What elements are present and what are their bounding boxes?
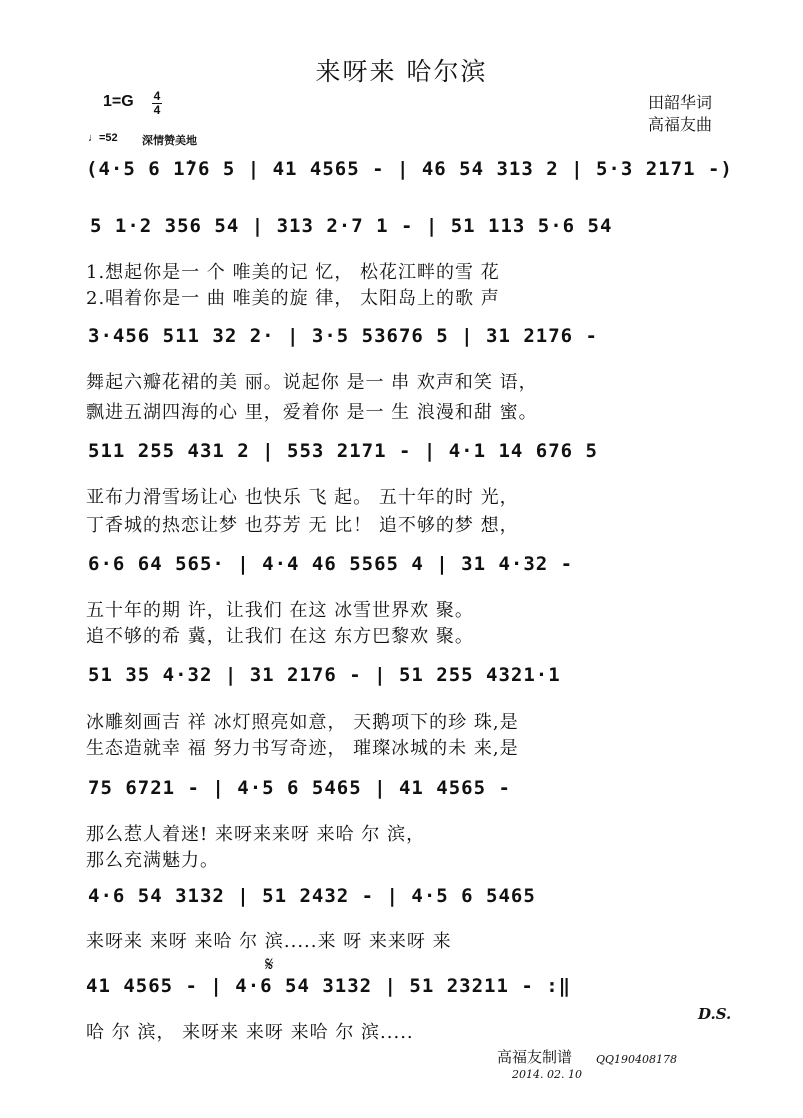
system-3-lyric-2: 飘进五湖四海的心 里，爱着你 是一 生 浪漫和甜 蜜。 — [86, 402, 538, 423]
meter-top: 4 — [153, 89, 161, 103]
system-6-lyric-2: 生态造就幸 福 努力书写奇迹， 璀璨冰城的未 来,是 — [86, 738, 519, 759]
meter-bottom: 4 — [153, 103, 161, 117]
tempo-mark: ♩=52 — [88, 132, 118, 144]
system-9-notes: 41 4565 - | 4·6 54 3132 | 51 23211 - :‖ — [86, 975, 572, 997]
system-5-lyric-1: 五十年的期 许，让我们 在这 冰雪世界欢 聚。 — [86, 600, 474, 621]
expression-mark: 深情赞美地 — [142, 135, 197, 147]
lyricist-credit: 田韶华词 — [648, 93, 713, 112]
system-4-lyric-2: 丁香城的热恋让梦 也芬芳 无 比！ 追不够的梦 想， — [86, 515, 519, 536]
composer-credit: 高福友曲 — [648, 115, 713, 134]
system-4-lyric-1: 亚布力滑雪场让心 也快乐 飞 起。 五十年的时 光， — [86, 487, 519, 508]
qq-contact: QQ190408178 — [596, 1053, 678, 1066]
key-signature: 1=G — [103, 93, 134, 110]
song-title: 来呀来 哈尔滨 — [315, 57, 488, 86]
arrangement-date: 2014. 02. 10 — [512, 1068, 582, 1081]
system-2-lyric-1: 1.想起你是一 个 唯美的记 忆， 松花江畔的雪 花 — [86, 262, 500, 283]
system-2-lyric-2: 2.唱着你是一 曲 唯美的旋 律， 太阳岛上的歌 声 — [86, 288, 500, 309]
system-2-notes: 5 1·2 356 54 | 313 2·7 1 - | 51 113 5·6 54 — [90, 215, 613, 237]
system-7-lyric-2: 那么充满魅力。 — [86, 850, 219, 871]
system-6-lyric-1: 冰雕刻画吉 祥 冰灯照亮如意， 天鹅项下的珍 珠,是 — [86, 712, 519, 733]
system-9-lyric-1: 哈 尔 滨， 来呀来 来呀 来哈 尔 滨..... — [86, 1022, 414, 1043]
system-8-lyric-1: 来呀来 来呀 来哈 尔 滨.....来 呀 来来呀 来 — [86, 931, 452, 952]
time-signature — [152, 91, 162, 116]
segno-sign: 𝄋 — [265, 952, 274, 976]
system-3-lyric-1: 舞起六瓣花裙的美 丽。说起你 是一 串 欢声和笑 语， — [86, 372, 538, 393]
system-5-lyric-2: 追不够的希 冀，让我们 在这 东方巴黎欢 聚。 — [86, 626, 474, 647]
system-3-notes: 3·456 511 32 2· | 3·5 53676 5 | 31 2176 - — [88, 325, 598, 347]
system-1-notes: (4·5 6 1̇76 5 | 41 4565 - | 46 54 313 2 | 5·3 2171 -) — [86, 158, 733, 180]
system-7-notes: 75 6721 - | 4·5 6 5465 | 41 4565 - — [88, 777, 511, 799]
system-4-notes: 511 255 431 2 | 553 2171 - | 4·1 14 676 5 — [88, 440, 598, 462]
system-8-notes: 4·6 54 3132 | 51 2432 - | 4·5 6 5465 — [88, 885, 536, 907]
ds-mark: D.S. — [698, 1005, 732, 1023]
system-5-notes: 6·6 64 565· | 4·4 46 5565 4 | 31 4·32 - — [88, 553, 574, 575]
system-6-notes: 51 35 4·32 | 31 2176 - | 51 255 4321·1 — [88, 664, 561, 686]
arranger-credit: 高福友制谱 — [497, 1048, 573, 1066]
system-7-lyric-1: 那么惹人着迷! 来呀来来呀 来哈 尔 滨， — [86, 824, 426, 845]
